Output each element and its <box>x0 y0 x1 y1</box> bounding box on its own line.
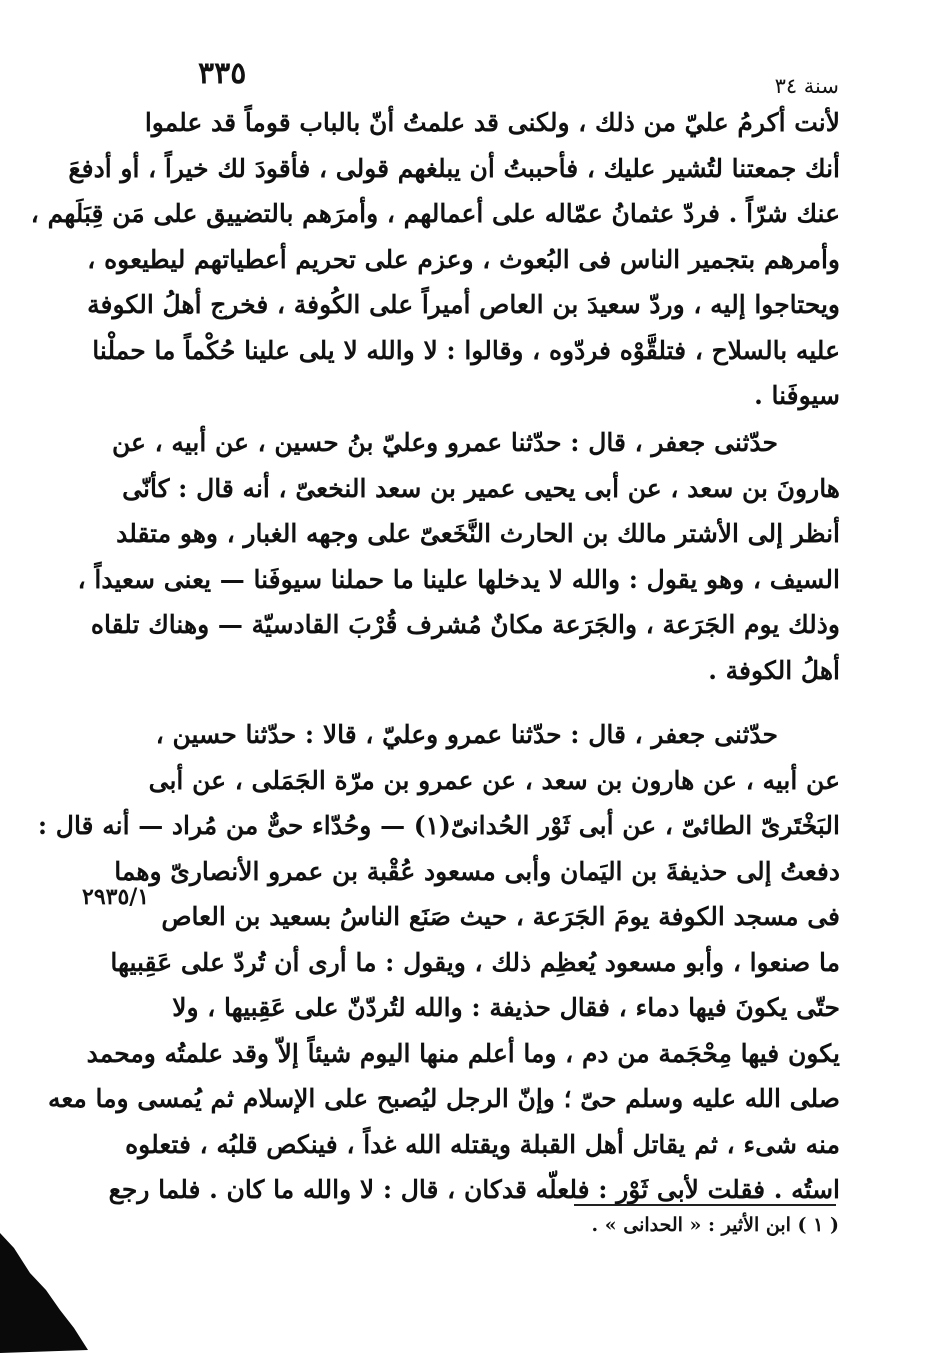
text-line: صلى الله عليه وسلم حىّ ؛ وإنّ الرجل ليُصبح على الإسلام ثم يُمسى وما معه <box>47 1084 840 1113</box>
footnote: ( ١ ) ابن الأثير : « الحدانى » . <box>591 1214 839 1236</box>
text-line: السيف ، وهو يقول : والله لا يدخلها علينا ما حملنا سيوفَنا — يعنى سعيداً ، <box>77 564 840 594</box>
text-line: حتّى يكونَ فيها دماء ، فقال حذيفة : والله لتُردّنّ على عَقِبيها ، ولا <box>172 993 840 1022</box>
paragraph-2 <box>77 420 840 693</box>
text-line: وذلك يوم الجَرَعة ، والجَرَعة مكانٌ مُشرف قُرْبَ القادسيّة — وهناك تلقاه <box>90 610 840 639</box>
text-line: عليه بالسلاح ، فتلقَّوْه فردّوه ، وقالوا : لا والله لا يلى علينا حُكْماً ما حملْنا <box>92 335 840 365</box>
paragraph-1 <box>30 100 840 419</box>
text-line: ما صنعوا ، وأبو مسعود يُعظِم ذلك ، ويقول : ما أرى أن تُردّ على عَقِبيها <box>110 947 840 977</box>
text-line: منه شىء ، ثم يقاتل أهل القبلة ويقتله الله غداً ، فينكص قلبُه ، فتعلوه <box>125 1129 840 1159</box>
text-line: حدّثنى جعفر ، قال : حدّثنا عمرو وعليّ ، قالا : حدّثنا حسين ، <box>155 720 778 749</box>
text-line: عنك شرّاً . فردّ عثمانُ عمّاله على أعمالهم ، وأمرَهم بالتضييق على مَن قِبَلَهم ، <box>30 199 840 228</box>
running-header-year: سنة ٣٤ <box>774 74 839 98</box>
text-line: استُه . فقلت لأبى ثَوْر : فلعلّه قدكان ، قال : لا والله ما كان . فلما رجع <box>108 1175 840 1204</box>
text-line: يكون فيها مِحْجَمة من دم ، وما أعلم منها اليوم شيئاً إلاّ وقد علمتُه ومحمد <box>86 1038 840 1068</box>
text-line: أنظر إلى الأشتر مالك بن الحارث النَّخَعىّ على وجهه الغبار ، وهو متقلد <box>116 519 840 548</box>
text-line: دفعتُ إلى حذيفةَ بن اليَمان وأبى مسعود عُقْبة بن عمرو الأنصارىّ وهما <box>114 856 840 886</box>
text-line: حدّثنى جعفر ، قال : حدّثنا عمرو وعليّ بنُ حسين ، عن أبيه ، عن <box>112 428 778 457</box>
footnote-divider <box>574 1204 836 1206</box>
text-line: سيوفَنا . <box>754 381 840 410</box>
text-line: وأمرهم بتجمير الناس فى البُعوث ، وعزم على تحريم أعطياتهم ليطيعوه ، <box>87 244 840 274</box>
text-line: أهلُ الكوفة . <box>708 655 840 685</box>
scan-corner-shadow <box>0 1228 90 1353</box>
page-number: ٣٣٥ <box>198 56 247 91</box>
text-line: هارونَ بن سعد ، عن أبى يحيى عمير بن سعد النخعىّ ، أنه قال : كأنّى <box>122 473 840 503</box>
text-line: أنك جمعتنا لتُشير عليك ، فأحببتُ أن يبلغهم قولى ، فأقودَ لك خيراً ، أو أدفعَ <box>68 153 840 183</box>
margin-reference-number: ٢٩٣٥/١ <box>82 884 150 910</box>
text-line: فى مسجد الكوفة يومَ الجَرَعة ، حيث صَنَع الناسُ بسعيد بن العاص <box>161 902 840 931</box>
text-line: البَخْتَرىّ الطائىّ ، عن أبى ثَوْر الحُدانىّ(١) — وحُدّاء حىٌّ من مُراد — أنه قال : <box>37 811 840 840</box>
text-line: عن أبيه ، عن هارون بن سعد ، عن عمرو بن مرّة الجَمَلى ، عن أبى <box>148 765 840 795</box>
text-line: ويحتاجوا إليه ، وردّ سعيدَ بن العاص أميراً على الكُوفة ، فخرج أهلُ الكوفة <box>87 290 840 319</box>
text-line: لأنت أكرمُ عليّ من ذلك ، ولكنى قد علمتُ أنّ بالباب قوماً قد علموا <box>144 108 840 137</box>
